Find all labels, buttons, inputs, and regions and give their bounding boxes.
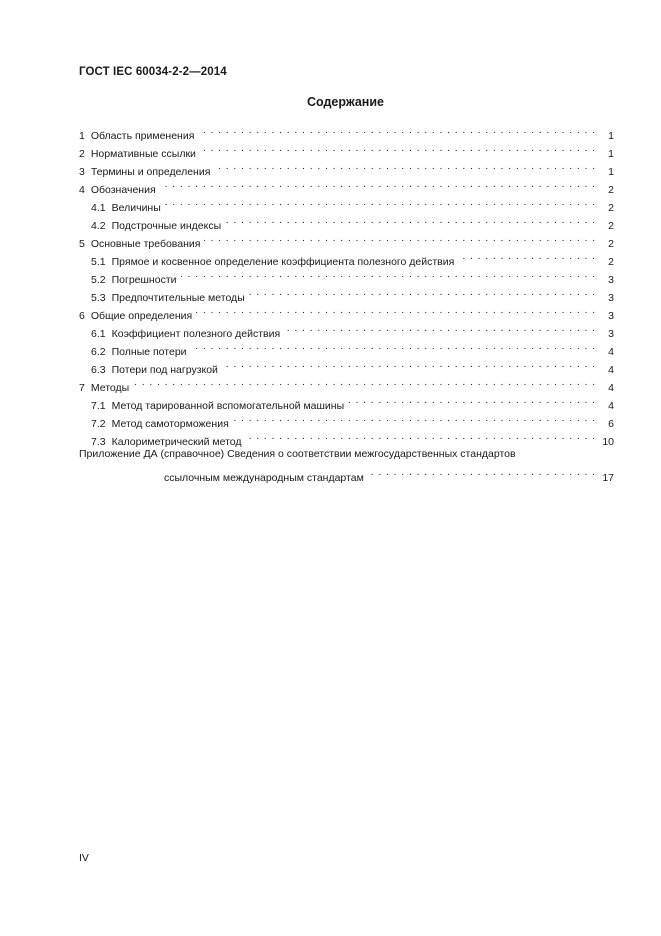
toc-page-number: 4 [608,400,614,412]
toc-page-number: 4 [608,364,614,376]
toc-page-number: 2 [608,184,614,196]
toc-entry-label: Подстрочные индексы [111,220,222,232]
toc-leader-dots [348,391,596,409]
toc-entry-label: Основные требования [90,238,201,250]
toc-page-number: 1 [608,130,614,142]
toc-page-number: 2 [608,256,614,268]
toc-entry-label: Величины [111,202,161,214]
toc-entry-number: 6.2 [91,346,106,358]
toc-entry-label: Метод самоторможения [111,418,229,430]
toc-entry[interactable] [79,391,614,412]
toc-entry-label: Погрешности [111,274,177,286]
toc-leader-dots [165,193,596,211]
toc-page-number: 1 [608,166,614,178]
toc-entry-number: 2 [79,148,85,160]
toc-page-number: 6 [608,418,614,430]
toc-leader-dots [204,229,596,247]
toc-entry-label: Потери под нагрузкой [111,364,218,376]
toc-entry-label: Методы [90,382,130,394]
toc-leader-dots [133,373,596,391]
toc-entry-label: Общие определения [90,310,193,322]
toc-page-number: 10 [602,436,614,448]
toc-entry-number: 7 [79,382,85,394]
toc-page-number: 3 [608,310,614,322]
toc-leader-dots [222,355,596,373]
toc-entry[interactable] [79,121,614,142]
toc-leader-dots [284,319,596,337]
toc-entry-label: Термины и определения [90,166,211,178]
toc-page-number: 2 [608,202,614,214]
toc-leader-dots [368,463,596,481]
toc-entry-number: 6.3 [91,364,106,376]
toc-entry-number: 3 [79,166,85,178]
toc-entry-number: 7.3 [91,436,106,448]
toc-entry-label: Предпочтительные методы [111,292,245,304]
toc-entry-number: 6.1 [91,328,106,340]
toc-page-number: 4 [608,346,614,358]
table-of-contents [79,121,614,484]
toc-page-number: 3 [608,292,614,304]
toc-leader-dots [200,139,596,157]
toc-entry-label: Область применения [90,130,195,142]
toc-entry-label: Метод тарированной вспомогательной машины [111,400,345,412]
toc-leader-dots [458,247,596,265]
toc-leader-dots [160,175,596,193]
toc-appendix-entry[interactable] [79,445,614,484]
toc-entry[interactable] [79,193,614,214]
toc-page-number: 3 [608,274,614,286]
toc-entry-number: 5.3 [91,292,106,304]
toc-entry-number: 5 [79,238,85,250]
toc-entry-label: Обозначения [90,184,156,196]
toc-entry-number: 4.1 [91,202,106,214]
toc-entry-number: 5.2 [91,274,106,286]
toc-leader-dots [196,301,596,319]
toc-page-number: 17 [602,472,614,484]
toc-leader-dots [246,427,596,445]
toc-entry-label: Прямое и косвенное определение коэффициента полезного действия [111,256,455,268]
appendix-title-line2: ссылочным международным стандартам [164,472,364,484]
toc-entry-number: 6 [79,310,85,322]
toc-entry-number: 1 [79,130,85,142]
toc-entry-label: Нормативные ссылки [90,148,196,160]
toc-leader-dots [181,265,597,283]
toc-leader-dots [249,283,596,301]
toc-entry-label: Калориметрический метод [111,436,242,448]
toc-leader-dots [225,211,596,229]
toc-page-number: 2 [608,238,614,250]
toc-page-number: 1 [608,148,614,160]
toc-entry-number: 4 [79,184,85,196]
appendix-title-line1: Приложение ДА (справочное) Сведения о соответствии межгосударственных стандартов [79,448,516,460]
toc-leader-dots [191,337,596,355]
toc-leader-dots [233,409,596,427]
toc-entry[interactable] [79,175,614,196]
toc-entry-number: 7.1 [91,400,106,412]
toc-leader-dots [214,157,596,175]
toc-title: Содержание [306,95,384,109]
toc-entry[interactable] [79,373,614,394]
toc-page-number: 4 [608,382,614,394]
toc-entry-number: 5.1 [91,256,106,268]
toc-page-number: 3 [608,328,614,340]
standard-designation: ГОСТ IEC 60034-2-2—2014 [79,66,227,78]
toc-entry-number: 4.2 [91,220,106,232]
toc-leader-dots [198,121,596,139]
toc-page-number: 2 [608,220,614,232]
toc-entry-number: 7.2 [91,418,106,430]
toc-entry-label: Полные потери [111,346,187,358]
page-number: IV [79,852,89,864]
toc-entry-label: Коэффициент полезного действия [111,328,281,340]
